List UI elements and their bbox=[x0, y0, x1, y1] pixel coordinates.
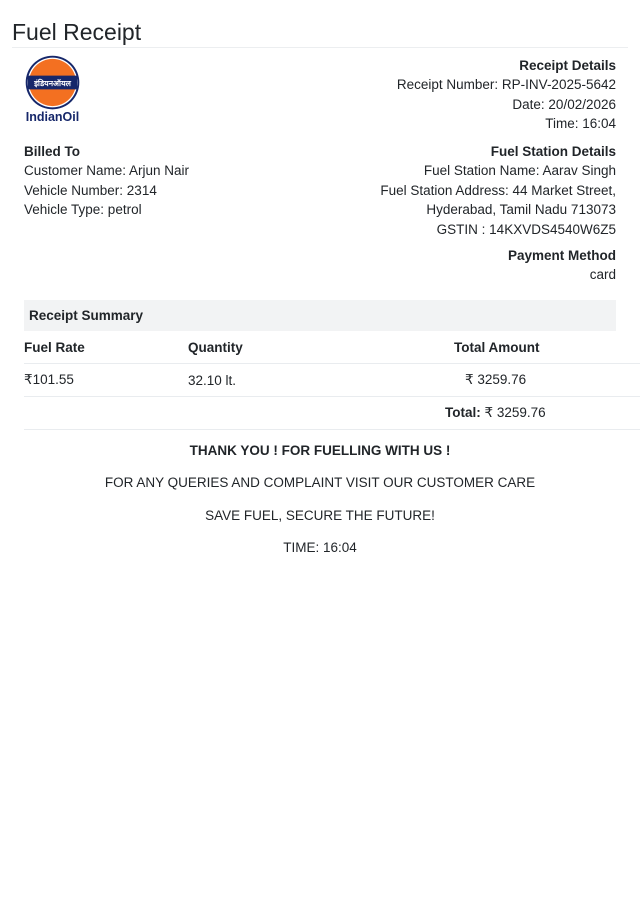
empty-cell bbox=[188, 397, 364, 430]
amount-cell bbox=[364, 364, 640, 397]
logo-wordmark: IndianOil bbox=[25, 110, 80, 124]
amount-value: ₹ 3259.76 bbox=[465, 372, 527, 387]
footer-time: TIME: 16:04 bbox=[283, 539, 357, 555]
total-cell bbox=[364, 397, 640, 430]
total-row bbox=[24, 397, 640, 430]
column-header-quantity: Quantity bbox=[188, 331, 364, 364]
quantity-cell: 32.10 lt. bbox=[188, 364, 364, 397]
billed-to bbox=[24, 142, 189, 220]
receipt-time: Time: 16:04 bbox=[545, 116, 616, 132]
fuel-rate-cell: ₹101.55 bbox=[24, 364, 188, 397]
payment-method-heading: Payment Method bbox=[507, 248, 616, 263]
empty-cell bbox=[24, 397, 188, 430]
receipt-summary bbox=[24, 300, 616, 430]
fuel-station-heading: Fuel Station Details bbox=[490, 144, 616, 159]
vehicle-type: Vehicle Type: petrol bbox=[24, 202, 142, 218]
total-value: ₹ 3259.76 bbox=[480, 405, 546, 420]
billed-to-heading: Billed To bbox=[24, 144, 80, 159]
indianoil-logo bbox=[24, 54, 81, 126]
column-header-fuel-rate: Fuel Rate bbox=[24, 331, 188, 364]
gstin: GSTIN : 14KXVDS4540W6Z5 bbox=[436, 221, 616, 237]
thank-you-message: THANK YOU ! FOR FUELLING WITH US ! bbox=[189, 443, 451, 458]
customer-care-message: FOR ANY QUERIES AND COMPLAINT VISIT OUR CUSTOMER CARE bbox=[104, 475, 536, 491]
customer-name: Customer Name: Arjun Nair bbox=[24, 163, 190, 179]
table-header-row bbox=[24, 331, 640, 364]
fuel-station-name: Fuel Station Name: Aarav Singh bbox=[423, 163, 616, 179]
payment-method bbox=[508, 246, 616, 285]
page-title: Fuel Receipt bbox=[12, 19, 142, 45]
svg-text:इंडियनऑयल: इंडियनऑयल bbox=[34, 78, 71, 88]
fuel-station-address-line2: Hyderabad, Tamil Nadu 713073 bbox=[426, 202, 616, 218]
receipt-details bbox=[397, 56, 616, 134]
payment-method-value: card bbox=[589, 267, 616, 283]
vehicle-number: Vehicle Number: 2314 bbox=[24, 182, 157, 198]
total-label: Total: bbox=[445, 405, 481, 420]
slogan: SAVE FUEL, SECURE THE FUTURE! bbox=[205, 507, 435, 523]
footer-messages bbox=[0, 442, 640, 571]
receipt-number: Receipt Number: RP-INV-2025-5642 bbox=[396, 77, 616, 93]
receipt-date: Date: 20/02/2026 bbox=[512, 96, 616, 112]
column-header-total-amount: Total Amount bbox=[364, 331, 640, 364]
receipt-details-heading: Receipt Details bbox=[519, 58, 616, 73]
receipt-summary-table bbox=[24, 331, 640, 430]
indianoil-emblem-icon bbox=[25, 55, 80, 110]
fuel-station-details bbox=[380, 142, 616, 239]
table-row bbox=[24, 364, 640, 397]
receipt-summary-heading: Receipt Summary bbox=[24, 300, 616, 331]
fuel-station-address-line1: Fuel Station Address: 44 Market Street, bbox=[380, 182, 616, 198]
